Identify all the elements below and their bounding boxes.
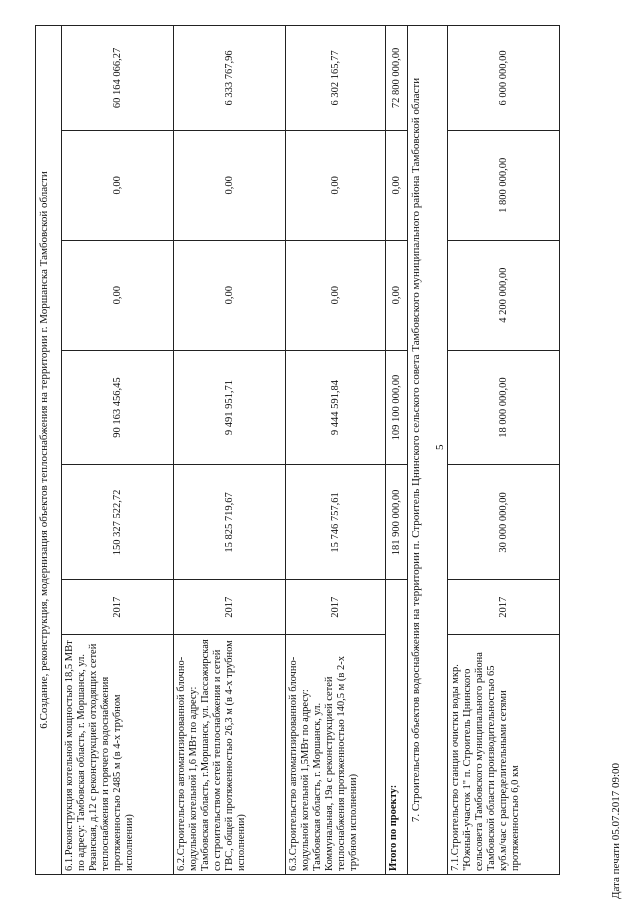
total-label: Итого по проекту:	[386, 580, 408, 875]
row-value-2: 9 491 951,71	[174, 350, 286, 465]
table-row	[174, 26, 286, 875]
total-row	[386, 26, 408, 875]
row-description: 6.1.Реконструкция котельной мощностью 18,5 МВт по адресу: Тамбовская область, г. Моршанск, ул. Рязанская, д.12 с реконструкцией отходящих сетей теплоснабжения и горячего водоснабжения протяженностью 2485 м (в 4-х трубном исполнении)	[62, 635, 174, 875]
row-description: 6.3.Строительство автоматизированной блочно-модульной котельной 1,5МВт по адресу: Тамбовская область, г. Моршанск, ул. Коммунальная, 19а с реконструкцией сетей теплоснабжения протяженностью 140,5 м (в 2-х трубном исполнении)	[286, 635, 386, 875]
row-year: 2017	[448, 580, 560, 635]
total-value-5: 72 800 000,00	[386, 26, 408, 131]
table-row	[286, 26, 386, 875]
row-value-1: 30 000 000,00	[448, 465, 560, 580]
row-value-2: 90 163 456,45	[62, 350, 174, 465]
row-value-3: 0,00	[174, 240, 286, 350]
total-value-3: 0,00	[386, 240, 408, 350]
section6-header: 6.Создание, реконструкция, модернизация объектов теплоснабжения на территории г. Моршанска Тамбовской области	[36, 26, 62, 875]
table-row	[62, 26, 174, 875]
row-description: 6.2.Строительство автоматизированной блочно-модульной котельной 1,6 МВт по адресу: Тамбовская область, г.Моршанск, ул. Пассажирская со строительством сетей теплоснабжения и сетей ГВС, общей протяженностью 26,3 м (в 4-х трубном исполнении)	[174, 635, 286, 875]
row-description: 7.1.Строительство станции очистки воды мкр. "Южный-участок 1" п. Строитель Цнинского сельсовета Тамбовского муниципального района Тамбовской области производительностью 65 куб.м/час с распределительными сетями протяженностью 6,0 км	[448, 635, 560, 875]
row-year: 2017	[62, 580, 174, 635]
row-value-1: 15 825 719,67	[174, 465, 286, 580]
section7-header: 7. Строительство объектов водоснабжения на территории п. Строитель Цнинского сельского совета Тамбовского муниципального района Тамбовской области	[408, 26, 448, 875]
row-year: 2017	[286, 580, 386, 635]
row-value-4: 0,00	[62, 130, 174, 240]
row-value-5: 60 164 066,27	[62, 26, 174, 131]
row-value-3: 0,00	[62, 240, 174, 350]
page-number: 5	[434, 444, 446, 450]
row-value-4: 0,00	[174, 130, 286, 240]
print-date: Дата печати 05.07.2017 09:00	[610, 762, 622, 899]
row-value-1: 150 327 522,72	[62, 465, 174, 580]
total-value-2: 109 100 000,00	[386, 350, 408, 465]
row-value-3: 4 200 000,00	[448, 240, 560, 350]
row-value-3: 0,00	[286, 240, 386, 350]
row-value-1: 15 746 757,61	[286, 465, 386, 580]
row-value-5: 6 000 000,00	[448, 26, 560, 131]
row-value-4: 1 800 000,00	[448, 130, 560, 240]
row-value-5: 6 333 767,96	[174, 26, 286, 131]
row-value-2: 18 000 000,00	[448, 350, 560, 465]
table-row	[448, 26, 560, 875]
row-value-2: 9 444 591,84	[286, 350, 386, 465]
funding-table	[35, 25, 560, 875]
row-value-4: 0,00	[286, 130, 386, 240]
row-value-5: 6 302 165,77	[286, 26, 386, 131]
total-value-1: 181 900 000,00	[386, 465, 408, 580]
row-year: 2017	[174, 580, 286, 635]
total-value-4: 0,00	[386, 130, 408, 240]
